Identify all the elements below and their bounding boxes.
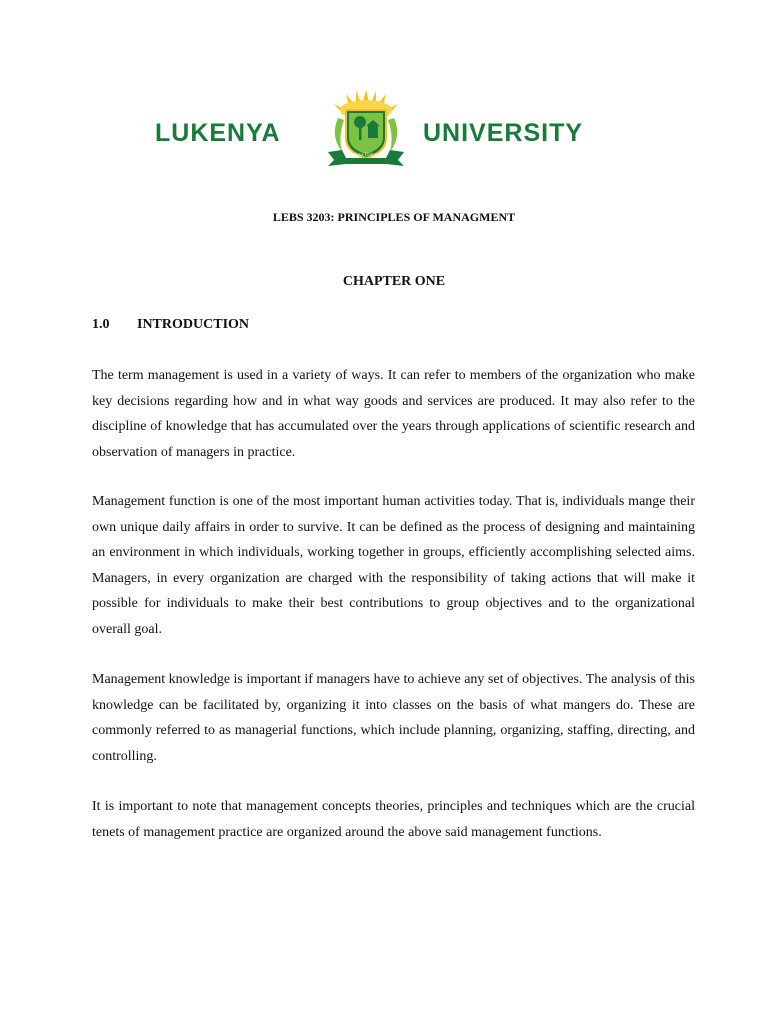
course-code-title: LEBS 3203: PRINCIPLES OF MANAGMENT — [272, 210, 516, 224]
paragraph-4: It is important to note that management concepts theories, principles and techniques which are the crucial tenets of management practice are organized around the above said management functions. — [92, 799, 695, 840]
paragraph-1: The term management is used in a variety of ways. It can refer to members of the organization who make key decisions regarding how and in what way goods and services are produced. It may also refer to the discipline of knowledge that has accumulated over the years through applications of scientific research and observation of managers in practice. — [92, 368, 695, 460]
logo-word-lukenya: LUKENYA — [155, 119, 281, 147]
paragraph-2: Management function is one of the most important human activities today. That is, individuals mange their own unique daily affairs in order to survive. It can be defined as the process of designing and maintaining an environment in which individuals, working together in groups, efficiently accomplishing selected aims. Managers, in every organization are charged with the responsibility of taking actions that will make it possible for individuals to make their best contributions to group objectives and to the organizational overall goal. — [92, 494, 695, 637]
chapter-heading: CHAPTER ONE — [342, 274, 446, 289]
section-heading — [92, 316, 249, 334]
crest-ribbon-text: Lukenya University — [346, 153, 386, 158]
section-number: 1.0 — [92, 317, 110, 332]
paragraph-3: Management knowledge is important if managers have to achieve any set of objectives. The analysis of this knowledge can be facilitated by, organizing it into classes on the basis of what mangers do. These are commonly referred to as managerial functions, which include planning, organizing, staffing, directing, and controlling. — [92, 672, 695, 764]
university-logo — [0, 88, 768, 168]
section-title: INTRODUCTION — [137, 317, 250, 332]
logo-word-university: UNIVERSITY — [423, 119, 584, 147]
